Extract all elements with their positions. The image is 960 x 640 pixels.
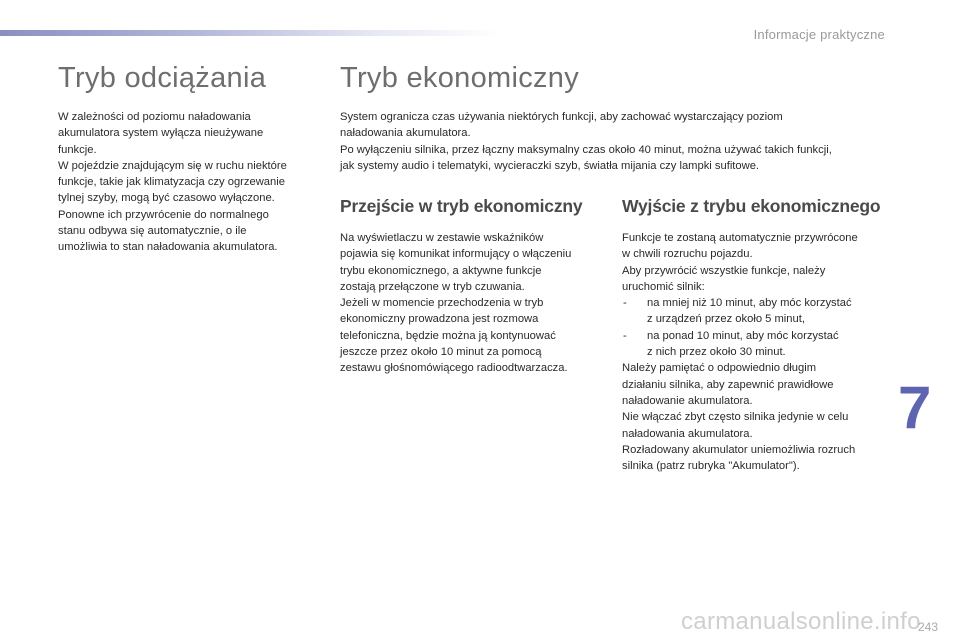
list-item [622,295,892,328]
list-item-text: na mniej niż 10 minut, aby móc korzystać z urządzeń przez około 5 minut, [647,297,852,326]
load-reduction-body: W zależności od poziomu naładowania akumulatora system wyłącza nieużywane funkcje. W pojeździe znajdującym się w ruchu niektóre funkcje, takie jak klimatyzacja czy ogrzewanie tylnej szyby, mogą być czasowo wyłączone. Ponowne ich przywrócenie do normalnego stanu odbywa się automatycznie, o ile umożliwia to stan naładowania akumulatora. [58,111,287,254]
chapter-title: Informacje praktyczne [753,27,885,42]
exiting-economy-intro: Funkcje te zostaną automatycznie przywrócone w chwili rozruchu pojazdu. Aby przywrócić wszystkie funkcje, należy uruchomić silnik: [622,232,858,293]
economy-mode-body: System ogranicza czas używania niektórych funkcji, aby zachować wystarczający poziom naładowania akumulatora. Po wyłączeniu silnika, przez łączny maksymalny czas około 40 minut, można używać takich funkcji, jak systemy audio i telematyki, wycieraczki szyb, światła mijania czy lampki sufitowe. [340,111,832,172]
header-accent-bar [0,30,500,36]
exiting-economy-outro: Należy pamiętać o odpowiednio długim działaniu silnika, aby zapewnić prawidłowe naładowanie akumulatora. Nie włączać zbyt często silnika jedynie w celu naładowania akumulatora. Rozładowany akumulator uniemożliwia rozruch silnika (patrz rubryka "Akumulator"). [622,362,856,473]
load-reduction-title: Tryb odciążania [58,62,267,94]
entering-economy-section [340,196,600,377]
chapter-number: 7 [898,374,932,441]
entering-economy-body: Na wyświetlaczu w zestawie wskaźników pojawia się komunikat informujący o włączeniu trybu ekonomicznego, a aktywne funkcje zostają przełączone w tryb czuwania. Jeżeli w momencie przechodzenia w tryb ekonomiczny prowadzona jest rozmowa telefoniczna, będzie można ją kontynuować jeszcze przez około 10 minut za pomocą zestawu głośnomówiącego radioodtwarzacza. [340,232,572,375]
exiting-economy-section [622,196,892,474]
economy-mode-title: Tryb ekonomiczny [340,62,580,94]
exiting-economy-title: Wyjście z trybu ekonomicznego [622,196,881,216]
load-reduction-section [58,62,313,256]
page-number: 243 [917,620,938,634]
list-item-text: na ponad 10 minut, aby móc korzystać z nich przez około 30 minut. [647,329,839,359]
watermark: carmanualsonline.info [681,608,921,635]
engine-run-list [622,295,892,360]
economy-mode-section [340,62,900,174]
list-item [622,328,892,361]
entering-economy-title: Przejście w tryb ekonomiczny [340,196,583,216]
list-dash: - [623,329,627,342]
list-dash: - [623,297,627,310]
